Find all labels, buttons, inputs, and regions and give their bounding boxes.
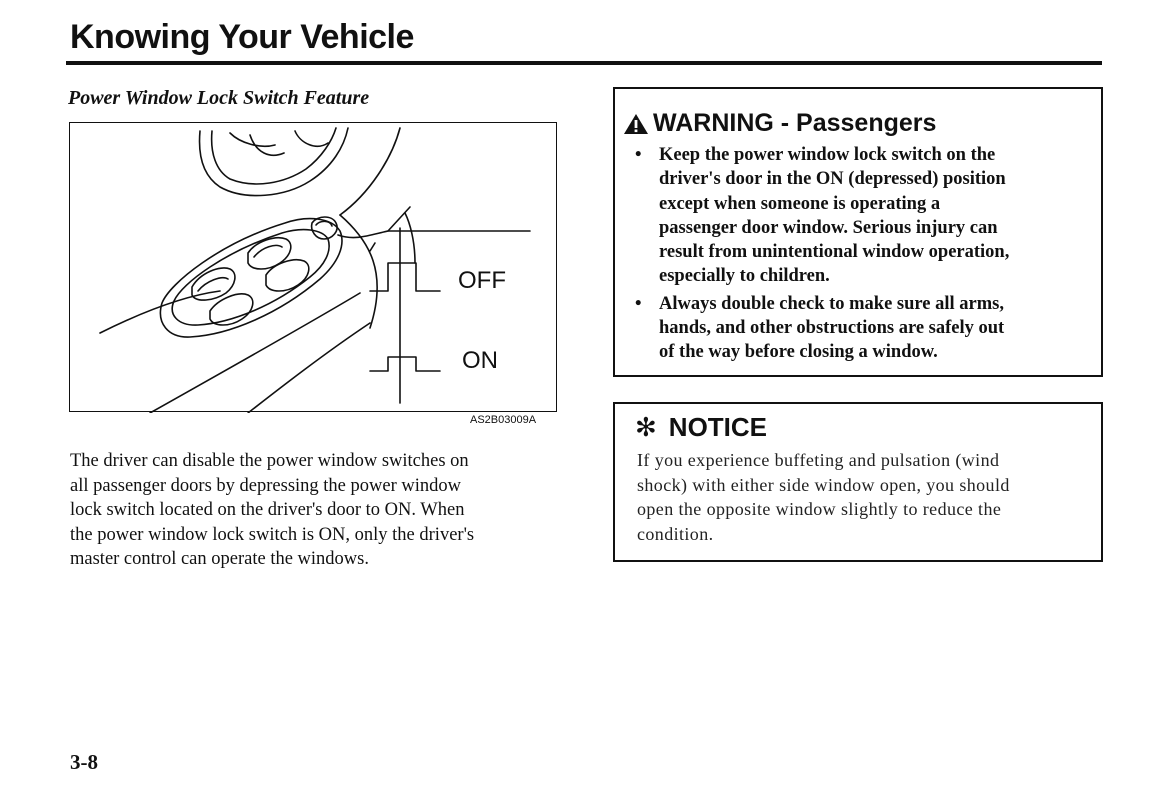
bullet: • — [635, 293, 642, 314]
warning-line: Keep the power window lock switch on the — [659, 145, 996, 165]
warning-line: of the way before closing a window. — [659, 342, 938, 363]
warning-line: passenger door window. Serious injury can — [659, 217, 998, 238]
notice-text — [637, 448, 1087, 546]
body-line: all passenger doors by depressing the power window — [70, 475, 461, 496]
body-line: lock switch located on the driver's door to ON. When — [70, 500, 465, 520]
warning-line: driver's door in the ON (depressed) position — [659, 169, 1006, 190]
warning-list — [635, 143, 1075, 368]
warning-item — [635, 143, 1075, 289]
off-label: OFF — [458, 267, 506, 294]
notice-line: shock) with either side window open, you should — [637, 474, 1010, 495]
notice-heading-text: NOTICE — [668, 412, 768, 442]
warning-line: except when someone is operating a — [659, 193, 941, 214]
warning-heading — [623, 109, 936, 138]
page-number: 3-8 — [70, 750, 98, 774]
warning-item — [635, 292, 1075, 365]
warning-box — [613, 87, 1103, 377]
figure-code: AS2B03009A — [470, 414, 537, 426]
warning-line: hands, and other obstructions are safely out — [659, 318, 1005, 339]
body-line: the power window lock switch is ON, only the driver's — [70, 524, 475, 545]
notice-line: condition. — [637, 523, 714, 544]
bullet: • — [635, 145, 642, 165]
warning-line: especially to children. — [659, 266, 830, 287]
on-label: ON — [462, 347, 498, 374]
body-line: master control can operate the windows. — [70, 549, 369, 569]
notice-star-icon: ✻ — [635, 412, 657, 442]
body-line: The driver can disable the power window switches on — [70, 451, 469, 471]
power-window-switch-figure — [69, 122, 557, 412]
header-rule — [66, 61, 1102, 65]
switch-illustration — [70, 123, 558, 413]
notice-line: open the opposite window slightly to reduce the — [637, 499, 1002, 519]
notice-line: If you experience buffeting and pulsation (wind — [637, 450, 1000, 470]
warning-line: Always double check to make sure all arms, — [659, 293, 1004, 314]
body-paragraph — [70, 449, 560, 572]
warning-heading-text: WARNING - Passengers — [653, 109, 937, 137]
warning-line: result from unintentional window operation, — [659, 242, 1010, 263]
page-header-title: Knowing Your Vehicle — [70, 18, 414, 56]
notice-heading — [635, 412, 767, 443]
notice-box — [613, 402, 1103, 562]
section-title: Power Window Lock Switch Feature — [68, 87, 370, 109]
warning-triangle-icon — [623, 112, 649, 136]
